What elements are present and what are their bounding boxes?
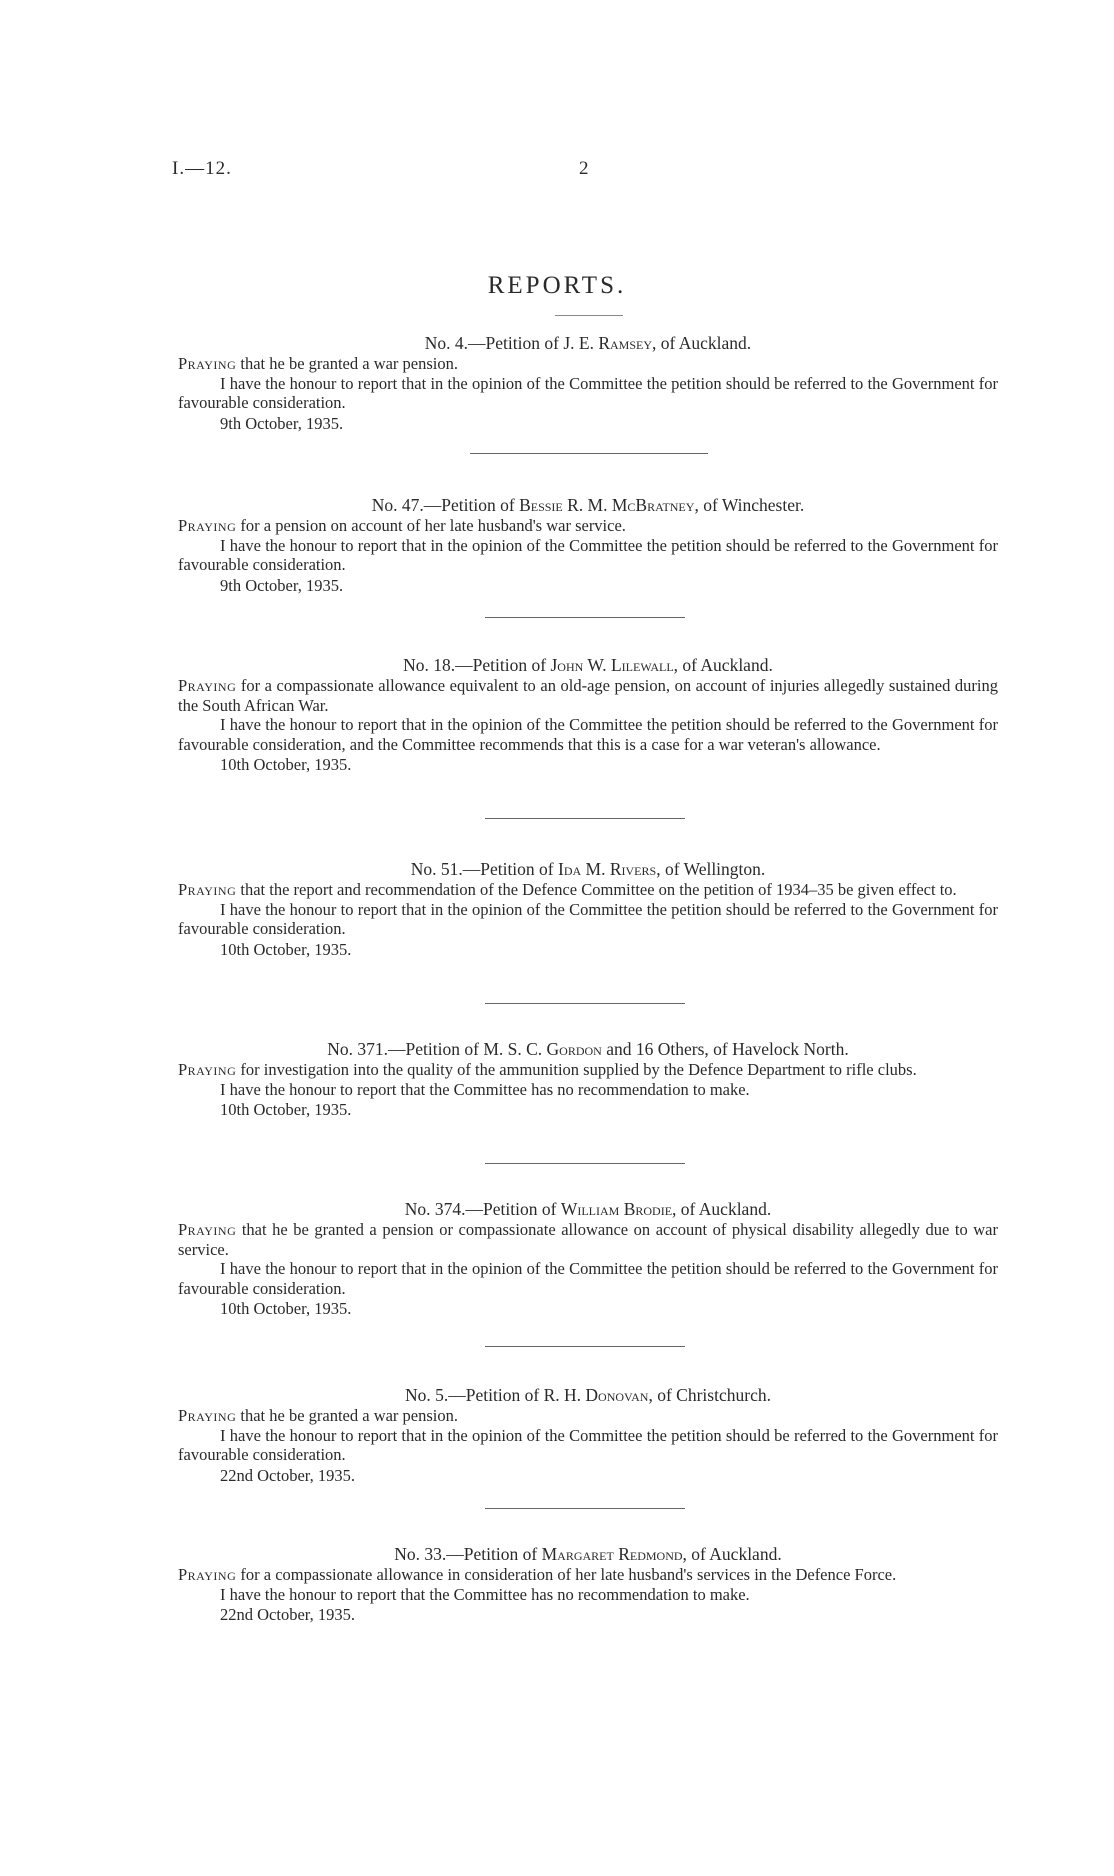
report-text: I have the honour to report that in the opinion of the Committee the petition should be referred to the Government for favourable consideration. [178,899,998,938]
report-heading: No. 371.—Petition of M. S. C. Gordon and 16 Others, of Havelock North. [327,1039,849,1059]
page-number: 2 [579,158,589,179]
report-text: I have the honour to report that in the opinion of the Committee the petition should be referred to the Government for favourable consideration. [178,535,998,574]
separator-rule [485,617,685,618]
separator-rule [485,1003,685,1004]
praying-text: Praying for a compassionate allowance in consideration of her late husband's services in the Defence Force. [178,1565,897,1584]
separator-rule [485,1508,685,1509]
praying-text: Praying that the report and recommendation of the Defence Committee on the petition of 1934–35 be given effect to. [178,880,957,899]
petitioner-name: Bessie R. M. McBratney [519,495,695,515]
report-no-4 [178,332,998,435]
report-no-47 [178,494,998,597]
report-no-371 [178,1038,998,1121]
report-date: 10th October, 1935. [220,939,352,959]
report-heading: No. 4.—Petition of J. E. Ramsey, of Auckland. [424,333,752,353]
report-text: I have the honour to report that in the opinion of the Committee the petition should be referred to the Government for favourable consideration. [178,373,998,412]
report-heading: No. 51.—Petition of Ida M. Rivers, of Wellington. [410,859,766,879]
report-date: 22nd October, 1935. [220,1605,355,1624]
report-heading: No. 374.—Petition of William Brodie, of Auckland. [404,1199,772,1219]
praying-text: Praying that he be granted a pension or compassionate allowance on account of physical disability allegedly due to war service. [178,1220,998,1259]
separator-rule [485,818,685,819]
title-rule [555,315,623,316]
report-heading: No. 5.—Petition of R. H. Donovan, of Christchurch. [405,1385,771,1405]
petitioner-name: Ida M. Rivers [558,859,657,879]
separator-rule [485,1163,685,1164]
report-text: I have the honour to report that the Committee has no recommendation to make. [220,1584,750,1604]
document-reference: I.—12. [172,158,232,179]
report-text: I have the honour to report that in the opinion of the Committee the petition should be referred to the Government for favourable consideration. [178,1425,998,1464]
report-date: 9th October, 1935. [220,575,344,595]
petitioner-name: Margaret Redmond [541,1544,683,1564]
report-heading: No. 18.—Petition of John W. Lilewall, of Auckland. [403,655,773,675]
report-date: 9th October, 1935. [220,413,344,433]
report-date: 10th October, 1935. [220,1299,352,1318]
praying-text: Praying that he be granted a war pension. [178,1406,459,1425]
report-text: I have the honour to report that in the opinion of the Committee the petition should be referred to the Government for favourable consideration, and the Committee recommends that this is a case for a war veteran's allowance. [178,715,998,754]
report-text: I have the honour to report that in the opinion of the Committee the petition should be referred to the Government for favourable consideration. [178,1259,998,1298]
report-no-51 [178,858,998,961]
report-date: 22nd October, 1935. [220,1465,355,1485]
separator-rule [470,453,708,454]
petitioner-name: R. H. Donovan [543,1385,649,1405]
petitioner-name: M. S. C. Gordon [483,1039,602,1059]
report-date: 10th October, 1935. [220,1100,352,1119]
separator-rule [485,1346,685,1347]
praying-text: Praying for investigation into the quality of the ammunition supplied by the Defence Department to rifle clubs. [178,1060,917,1079]
praying-text: Praying for a compassionate allowance equivalent to an old-age pension, on account of injuries allegedly sustained during the South African War. [178,676,998,715]
page-title: REPORTS. [487,272,627,299]
report-heading: No. 33.—Petition of Margaret Redmond, of Auckland. [394,1544,782,1564]
report-no-18 [178,654,998,776]
report-no-33 [178,1543,998,1626]
report-heading: No. 47.—Petition of Bessie R. M. McBratney, of Winchester. [371,495,805,515]
report-no-374 [178,1198,998,1320]
report-date: 10th October, 1935. [220,755,352,774]
praying-text: Praying that he be granted a war pension. [178,354,459,373]
petitioner-name: William Brodie [560,1199,673,1219]
praying-text: Praying for a pension on account of her late husband's war service. [178,516,626,535]
report-text: I have the honour to report that the Committee has no recommendation to make. [220,1079,750,1099]
report-no-5 [178,1384,998,1487]
petitioner-name: John W. Lilewall [550,655,674,675]
petitioner-name: J. E. Ramsey [563,333,653,353]
